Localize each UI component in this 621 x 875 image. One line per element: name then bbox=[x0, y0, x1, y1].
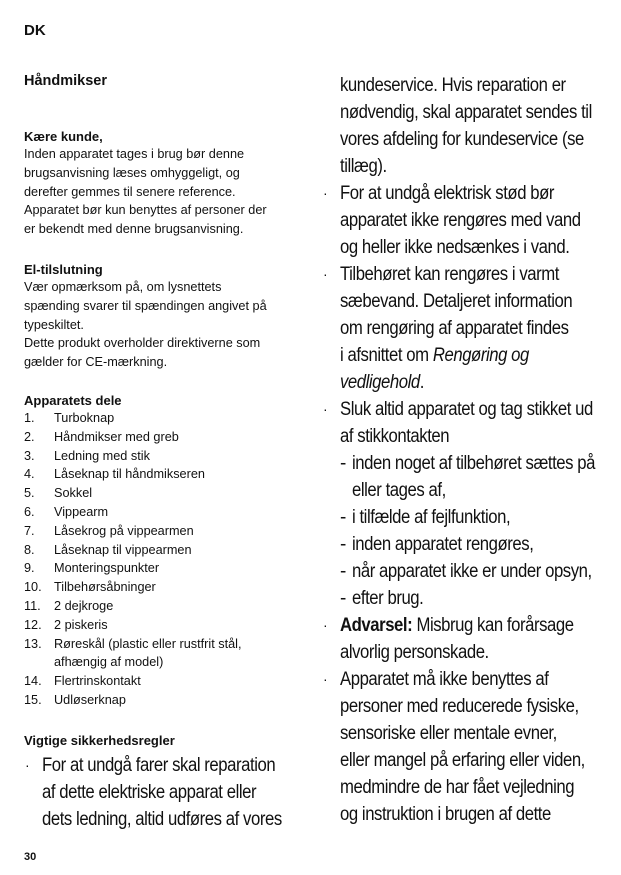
col2-text: . bbox=[419, 372, 424, 393]
intro-text bbox=[24, 145, 292, 239]
dash-icon: - bbox=[340, 507, 346, 528]
bullet-icon: · bbox=[323, 617, 328, 633]
safety-bullet-1 bbox=[25, 752, 322, 833]
intro-line: derefter gemmes til senere reference. bbox=[24, 184, 236, 199]
parts-list-item bbox=[24, 672, 292, 691]
parts-list-item bbox=[24, 484, 292, 503]
parts-list-item bbox=[24, 635, 292, 654]
item-number: 11. bbox=[24, 598, 41, 613]
item-number: 10. bbox=[24, 580, 42, 595]
col2-line: og heller ikke nedsænkes i vand. bbox=[340, 237, 570, 258]
parts-list-item bbox=[24, 409, 292, 428]
dash-item bbox=[340, 450, 602, 504]
safety-line: For at undgå farer skal reparation bbox=[42, 755, 276, 776]
item-label: afhængig af model) bbox=[54, 655, 164, 670]
col2-line: sensoriske eller mentale evner, bbox=[340, 723, 557, 744]
item-label: Turboknap bbox=[54, 411, 115, 425]
parts-list-item bbox=[24, 541, 292, 560]
col2-line: Tilbehøret kan rengøres i varmt bbox=[340, 264, 559, 285]
col2-line: Sluk altid apparatet og tag stikket ud bbox=[340, 399, 593, 420]
col2-line: medmindre de har fået vejledning bbox=[340, 777, 575, 798]
item-label: Flertrinskontakt bbox=[54, 674, 141, 689]
col2-line: apparatet ikke rengøres med vand bbox=[340, 210, 581, 231]
col2-line: eller tages af, bbox=[352, 480, 446, 501]
col2-line: For at undgå elektrisk stød bør bbox=[340, 183, 555, 204]
section-reference: vedligehold bbox=[340, 372, 420, 393]
item-number: 7. bbox=[24, 523, 35, 538]
intro-section bbox=[24, 129, 292, 239]
item-number: 15. bbox=[24, 692, 42, 707]
safety-bullet-4 bbox=[323, 396, 602, 450]
col2-text: i afsnittet om bbox=[340, 345, 433, 366]
col2-line: eller mangel på erfaring eller viden, bbox=[340, 750, 585, 771]
warning-label: Advarsel: bbox=[340, 615, 413, 636]
col2-line: inden noget af tilbehøret sættes på bbox=[352, 453, 596, 474]
item-label: Låseknap til vippearmen bbox=[54, 542, 192, 557]
dash-list bbox=[340, 450, 602, 612]
col2-line: og instruktion i brugen af dette bbox=[340, 804, 551, 825]
parts-list-item bbox=[24, 691, 292, 710]
col2-line: når apparatet ikke er under opsyn, bbox=[352, 561, 592, 582]
safety-bullet-3 bbox=[323, 261, 602, 396]
parts-list-item bbox=[24, 428, 292, 447]
item-label: 2 piskeris bbox=[54, 617, 108, 632]
item-label: Ledning med stik bbox=[54, 448, 150, 463]
safety-bullet-2 bbox=[323, 180, 602, 261]
parts-list bbox=[24, 409, 292, 710]
item-number: 12. bbox=[24, 617, 42, 632]
parts-list-item bbox=[24, 559, 292, 578]
item-number: 2. bbox=[24, 429, 35, 444]
el-section bbox=[24, 262, 292, 372]
col2-line: sæbevand. Detaljeret information bbox=[340, 291, 573, 312]
dash-icon: - bbox=[340, 588, 346, 609]
safety-line: af dette elektriske apparat eller bbox=[42, 782, 257, 803]
page-number: 30 bbox=[24, 851, 37, 863]
parts-list-item bbox=[24, 503, 292, 522]
item-number: 1. bbox=[24, 411, 35, 425]
item-number: 4. bbox=[24, 467, 35, 482]
bullet-icon: · bbox=[323, 266, 328, 282]
col2-line: vores afdeling for kundeservice (se bbox=[340, 129, 584, 150]
item-label: Røreskål (plastic eller rustfrit stål, bbox=[54, 636, 242, 651]
el-line: gælder for CE-mærkning. bbox=[24, 355, 168, 370]
safety-bullet-warning bbox=[323, 612, 602, 666]
parts-list-item bbox=[24, 447, 292, 466]
col2-line: nødvendig, skal apparatet sendes til bbox=[340, 102, 592, 123]
dash-icon: - bbox=[340, 561, 346, 582]
dash-item bbox=[340, 531, 602, 558]
el-line: spænding svarer til spændingen angivet på bbox=[24, 298, 267, 313]
item-number: 13. bbox=[24, 636, 42, 651]
item-label: Låseknap til håndmikseren bbox=[54, 467, 205, 482]
item-number: 9. bbox=[24, 561, 35, 576]
col2-line: Apparatet må ikke benyttes af bbox=[340, 669, 549, 690]
dash-item bbox=[340, 558, 602, 585]
el-line: Dette produkt overholder direktiverne som bbox=[24, 336, 261, 351]
el-text bbox=[24, 278, 292, 372]
dash-icon: - bbox=[340, 453, 346, 474]
col2-line: kundeservice. Hvis reparation er bbox=[340, 75, 566, 96]
col2-line: efter brug. bbox=[352, 588, 424, 609]
page-title: Håndmikser bbox=[24, 73, 108, 89]
safety-heading: Vigtige sikkerhedsregler bbox=[24, 733, 175, 748]
col2-line: tillæg). bbox=[340, 156, 387, 177]
item-number: 3. bbox=[24, 448, 35, 463]
parts-list-item bbox=[24, 653, 292, 672]
language-code: DK bbox=[24, 22, 46, 39]
item-label: Udløserknap bbox=[54, 692, 126, 707]
safety-section bbox=[24, 733, 292, 748]
bullet-icon: · bbox=[323, 185, 328, 201]
bullet-icon: · bbox=[25, 757, 30, 773]
item-label: Sokkel bbox=[54, 486, 93, 501]
parts-list-item bbox=[24, 522, 292, 541]
safety-continued bbox=[323, 72, 602, 828]
dash-icon: - bbox=[340, 534, 346, 555]
intro-heading: Kære kunde, bbox=[24, 129, 103, 144]
parts-list-item bbox=[24, 597, 292, 616]
col2-line: i tilfælde af fejlfunktion, bbox=[352, 507, 511, 528]
el-heading: El-tilslutning bbox=[24, 262, 103, 277]
el-line: typeskiltet. bbox=[24, 317, 84, 332]
intro-line: Inden apparatet tages i brug bør denne bbox=[24, 147, 245, 161]
dash-item bbox=[340, 585, 602, 612]
safety-line: dets ledning, altid udføres af vores bbox=[42, 809, 282, 830]
item-label: Tilbehørsåbninger bbox=[54, 580, 156, 595]
parts-list-item bbox=[24, 578, 292, 597]
item-label: Håndmikser med greb bbox=[54, 429, 179, 444]
item-label: 2 dejkroge bbox=[54, 598, 114, 613]
item-label: Vippearm bbox=[54, 504, 109, 519]
col2-line: inden apparatet rengøres, bbox=[352, 534, 534, 555]
item-number: 8. bbox=[24, 542, 35, 557]
item-number: 5. bbox=[24, 486, 35, 501]
item-number: 14. bbox=[24, 674, 42, 689]
intro-line: brugsanvisning læses omhyggeligt, og bbox=[24, 165, 240, 180]
dash-item bbox=[340, 504, 602, 531]
item-label: Låsekrog på vippearmen bbox=[54, 523, 194, 538]
col2-text: Misbrug kan forårsage bbox=[412, 615, 574, 636]
col2-line bbox=[340, 612, 574, 639]
item-label: Monteringspunkter bbox=[54, 561, 160, 576]
item-number: 6. bbox=[24, 504, 35, 519]
col2-line bbox=[340, 369, 571, 396]
parts-list-item bbox=[24, 465, 292, 484]
col2-line: af stikkontakten bbox=[340, 426, 450, 447]
col2-line: personer med reducerede fysiske, bbox=[340, 696, 579, 717]
parts-section bbox=[24, 393, 292, 710]
el-line: Vær opmærksom på, om lysnettets bbox=[24, 280, 222, 294]
section-reference: Rengøring og bbox=[432, 345, 529, 366]
intro-line: Apparatet bør kun benyttes af personer der bbox=[24, 203, 267, 218]
bullet-icon: · bbox=[323, 401, 328, 417]
bullet-icon: · bbox=[323, 671, 328, 687]
safety-bullet-6 bbox=[323, 666, 602, 828]
col2-line: alvorlig personskade. bbox=[340, 642, 489, 663]
col2-line: om rengøring af apparatet findes bbox=[340, 318, 569, 339]
col2-line bbox=[340, 342, 571, 369]
intro-line: er bekendt med denne brugsanvisning. bbox=[24, 222, 244, 237]
parts-list-item bbox=[24, 616, 292, 635]
parts-heading: Apparatets dele bbox=[24, 393, 122, 408]
